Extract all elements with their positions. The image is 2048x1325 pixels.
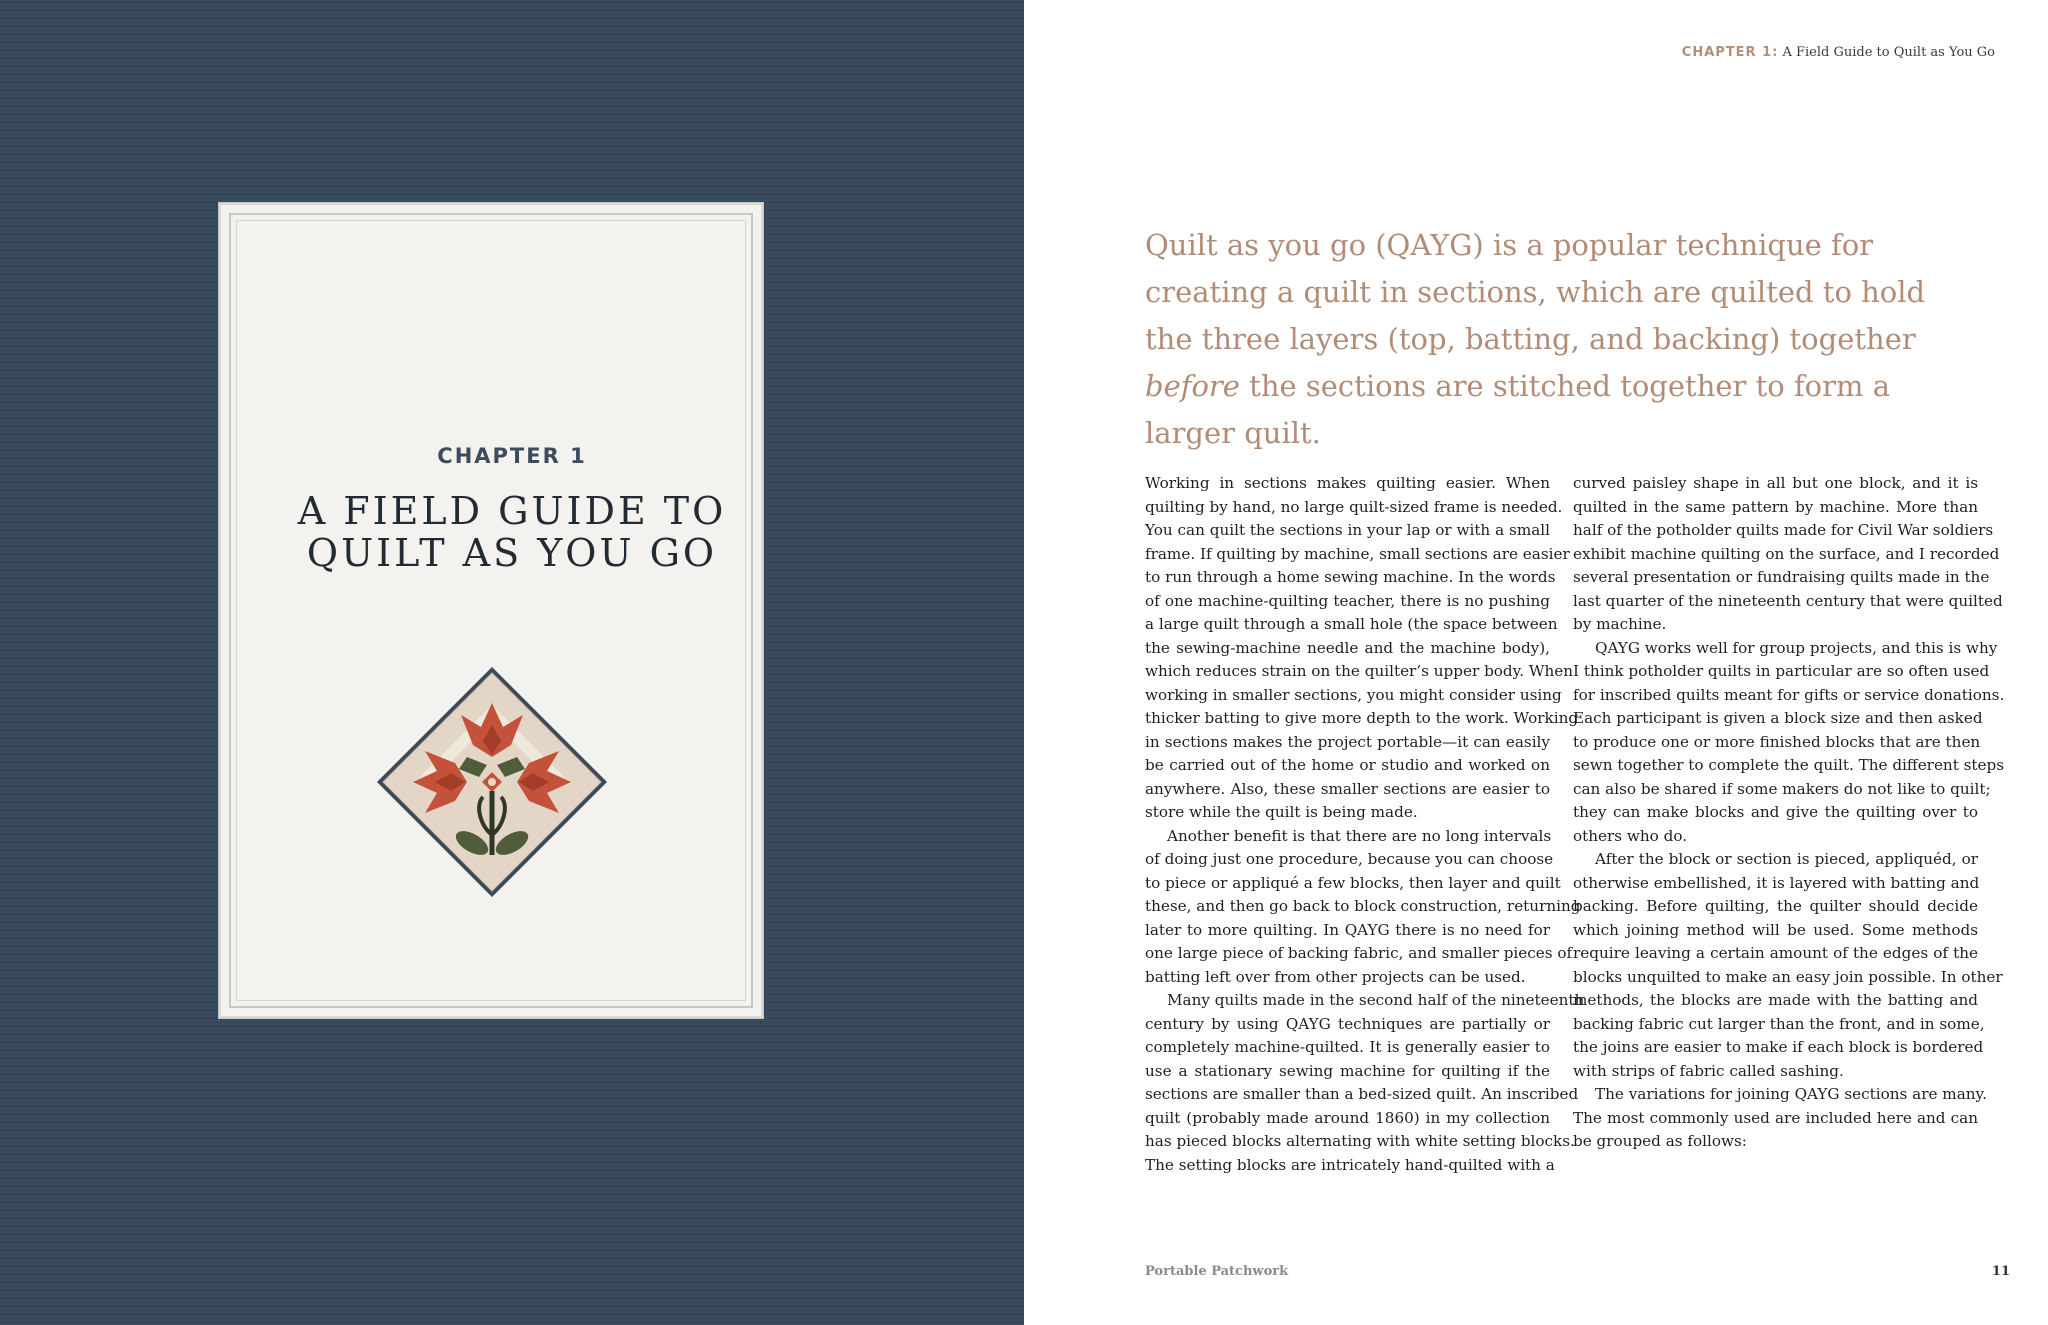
body-text-line: a large quilt through a small hole (the space between <box>1145 615 1558 633</box>
body-text-line: otherwise embellished, it is layered with batting and <box>1573 873 1980 892</box>
body-text-line: frame. If quilting by machine, small sections are easier <box>1145 544 1570 563</box>
intro-line: Quilt as you go (QAYG) is a popular technique for <box>1145 228 1874 262</box>
intro-line-rest: the sections are stitched together to form a <box>1239 369 1891 403</box>
body-text-line: batting left over from other projects can be used. <box>1145 967 1526 986</box>
body-text-line: to run through a home sewing machine. In the words <box>1145 568 1556 586</box>
body-text-line: others who do. <box>1573 826 1688 845</box>
body-text-line: which reduces strain on the quilter’s upper body. When <box>1145 662 1574 680</box>
body-text-line: blocks unquilted to make an easy join possible. In other <box>1573 967 2003 986</box>
body-text-line: use a stationary sewing machine for quilting if the <box>1145 1061 1550 1080</box>
body-text-line: of one machine-quilting teacher, there is no pushing <box>1145 591 1550 610</box>
body-text-line: require leaving a certain amount of the edges of the <box>1573 944 1978 962</box>
body-column-left <box>1145 472 1585 1177</box>
body-text-line: QAYG works well for group projects, and this is why <box>1595 638 1998 657</box>
chapter-title-line-2: QUILT AS YOU GO <box>306 531 718 575</box>
body-text-line: be grouped as follows: <box>1573 1132 1747 1150</box>
body-text-line: The variations for joining QAYG sections are many. <box>1595 1085 1987 1103</box>
body-text-line: quilted in the same pattern by machine. More than <box>1573 497 1978 516</box>
intro-paragraph <box>1145 222 1926 457</box>
body-text-line: quilting by hand, no large quilt-sized frame is needed. <box>1145 497 1563 516</box>
body-text-line: to piece or appliqué a few blocks, then layer and quilt <box>1145 873 1561 892</box>
body-text-line: later to more quilting. In QAYG there is no need for <box>1145 920 1550 939</box>
intro-line: creating a quilt in sections, which are quilted to hold <box>1145 275 1926 309</box>
body-text-line: by machine. <box>1573 615 1667 633</box>
body-text-line: backing. Before quilting, the quilter should decide <box>1573 897 1978 915</box>
body-text-line: last quarter of the nineteenth century that were quilted <box>1573 591 2003 610</box>
intro-line: the three layers (top, batting, and backing) together <box>1145 322 1916 356</box>
page-number: 11 <box>1991 1264 2010 1279</box>
chapter-title <box>0 490 1024 574</box>
body-text-line: has pieced blocks alternating with white setting blocks. <box>1145 1132 1575 1150</box>
body-column-right <box>1573 472 2005 1154</box>
running-head-title: A Field Guide to Quilt as You Go <box>1782 45 1995 60</box>
body-text-line: Another benefit is that there are no long intervals <box>1167 826 1552 845</box>
running-head <box>1682 45 1995 60</box>
body-text-line: The setting blocks are intricately hand-quilted with a <box>1145 1155 1555 1174</box>
intro-line: larger quilt. <box>1145 416 1321 450</box>
body-text-line: thicker batting to give more depth to the work. Working <box>1145 709 1579 727</box>
intro-emphasis: before <box>1145 369 1240 403</box>
body-text-line: of doing just one procedure, because you can choose <box>1145 850 1554 868</box>
body-text-line: methods, the blocks are made with the batting and <box>1573 991 1978 1009</box>
chapter-label: CHAPTER 1 <box>437 444 587 468</box>
footer-book-title: Portable Patchwork <box>1145 1264 1289 1279</box>
body-text-line: several presentation or fundraising quilts made in the <box>1573 568 1990 586</box>
body-text-line: the joins are easier to make if each block is bordered <box>1573 1038 1984 1056</box>
body-text-line: sewn together to complete the quilt. The different steps <box>1573 756 2005 774</box>
body-text-line: working in smaller sections, you might consider using <box>1145 685 1562 704</box>
body-text-line: which joining method will be used. Some methods <box>1573 920 1978 939</box>
body-text-line: sections are smaller than a bed-sized quilt. An inscribed <box>1145 1085 1579 1103</box>
body-text-line: they can make blocks and give the quilting over to <box>1573 803 1978 821</box>
body-text-line: You can quilt the sections in your lap or with a small <box>1145 521 1550 539</box>
body-text-line: in sections makes the project portable—it can easily <box>1145 732 1550 751</box>
body-text-line: Each participant is given a block size and then asked <box>1573 709 1983 727</box>
body-text-line: quilt (probably made around 1860) in my collection <box>1145 1108 1550 1127</box>
body-text-line: the sewing-machine needle and the machine body), <box>1145 638 1550 657</box>
body-text-line: Many quilts made in the second half of the nineteenth <box>1167 991 1585 1009</box>
body-text-line: I think potholder quilts in particular are so often used <box>1573 662 1990 680</box>
body-text-line: backing fabric cut larger than the front, and in some, <box>1573 1014 1985 1033</box>
body-text-line: can also be shared if some makers do not like to quilt; <box>1573 779 1991 798</box>
body-text-line: for inscribed quilts meant for gifts or service donations. <box>1573 685 2005 704</box>
body-text-line: store while the quilt is being made. <box>1145 803 1418 821</box>
body-text-line: After the block or section is pieced, appliquéd, or <box>1595 850 1978 868</box>
body-text-line: half of the potholder quilts made for Civil War soldiers <box>1573 521 1994 539</box>
body-text-line: anywhere. Also, these smaller sections are easier to <box>1145 779 1550 798</box>
chapter-title-line-1: A FIELD GUIDE TO <box>297 489 727 533</box>
running-head-chapter: CHAPTER 1: <box>1681 45 1779 60</box>
body-text-line: with strips of fabric called sashing. <box>1573 1061 1844 1080</box>
body-text-line: to produce one or more finished blocks that are then <box>1573 732 1981 751</box>
body-text-line: completely machine-quilted. It is generally easier to <box>1145 1038 1550 1056</box>
body-text-line: Working in sections makes quilting easier. When <box>1145 474 1550 492</box>
intro-line <box>1145 363 1891 410</box>
body-text-line: these, and then go back to block construction, returning <box>1145 897 1581 915</box>
body-text-line: be carried out of the home or studio and worked on <box>1145 756 1550 774</box>
right-page <box>1024 0 2048 1325</box>
body-text-line: The most commonly used are included here and can <box>1573 1108 1978 1127</box>
body-text-line: one large piece of backing fabric, and smaller pieces of <box>1145 944 1573 962</box>
tulip-quilt-block-icon <box>375 665 609 899</box>
body-text-line: exhibit machine quilting on the surface, and I recorded <box>1573 544 2000 563</box>
body-text-line: curved paisley shape in all but one block, and it is <box>1573 474 1978 492</box>
body-text-line: century by using QAYG techniques are partially or <box>1145 1014 1550 1033</box>
